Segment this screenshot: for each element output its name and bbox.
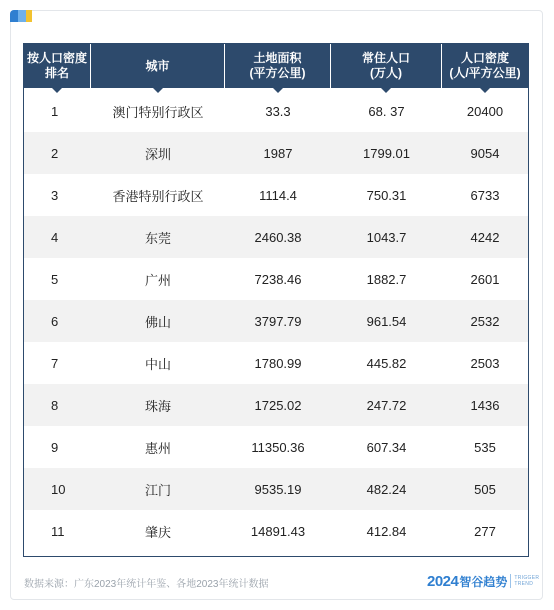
corner-logo-icon [10, 10, 32, 22]
cell-rank: 9 [51, 439, 59, 455]
cell-population: 247.72 [366, 397, 407, 413]
table-row [24, 174, 528, 216]
cell-rank: 8 [51, 397, 59, 413]
cell-density: 2601 [470, 271, 500, 287]
table-row [24, 216, 528, 258]
brand-year: 2024 [427, 572, 459, 590]
cell-city: 惠州 [144, 440, 171, 456]
cell-density: 6733 [470, 187, 500, 203]
cell-rank: 1 [51, 103, 59, 119]
cell-city: 东莞 [144, 230, 171, 246]
table-row [24, 132, 528, 174]
cell-population: 482.24 [366, 481, 407, 497]
table-row [24, 258, 528, 300]
cell-population: 1799.01 [363, 145, 410, 161]
cell-city: 佛山 [144, 314, 171, 330]
cell-land-area: 33.3 [265, 103, 291, 119]
cell-population: 750.31 [366, 187, 407, 203]
cell-land-area: 14891.43 [250, 523, 306, 539]
cell-city: 广州 [144, 272, 171, 288]
cell-city: 香港特别行政区 [112, 188, 204, 204]
cell-land-area: 1114.4 [259, 187, 297, 203]
table-row [24, 426, 528, 468]
header-city: 城市 [91, 44, 225, 88]
brand-english: TRIGGER TREND [514, 575, 540, 587]
cell-land-area: 2460.38 [254, 229, 302, 245]
cell-city: 江门 [144, 482, 171, 498]
header-rank: 按人口密度 排名 [24, 44, 91, 88]
cell-density: 535 [474, 439, 496, 455]
cell-land-area: 9535.19 [254, 481, 302, 497]
cell-rank: 7 [51, 355, 59, 371]
cell-rank: 2 [51, 145, 59, 161]
cell-rank: 3 [51, 187, 59, 203]
header-density: 人口密度 (人/平方公里) [442, 44, 528, 88]
cell-population: 1043.7 [366, 229, 407, 245]
cell-population: 445.82 [366, 355, 407, 371]
cell-density: 20400 [466, 103, 504, 119]
cell-population: 68. 37 [368, 103, 405, 119]
header-land-area: 土地面积 (平方公里) [225, 44, 331, 88]
cell-city: 深圳 [144, 146, 171, 162]
table-body [24, 90, 528, 552]
cell-density: 4242 [470, 229, 500, 245]
table-row [24, 384, 528, 426]
cell-land-area: 7238.46 [254, 271, 302, 287]
cell-density: 2532 [470, 313, 500, 329]
cell-city: 中山 [144, 356, 171, 372]
cell-rank: 11 [51, 523, 65, 539]
cell-land-area: 1987 [263, 145, 293, 161]
brand-name: 智谷趋势 [459, 574, 508, 589]
cell-city: 澳门特别行政区 [112, 104, 204, 120]
cell-population: 607.34 [366, 439, 407, 455]
brand-logo [427, 572, 539, 590]
cell-land-area: 11350.36 [251, 439, 305, 455]
cell-population: 1882.7 [366, 271, 407, 287]
cell-density: 9054 [470, 145, 500, 161]
cell-land-area: 1725.02 [254, 397, 302, 413]
table-row [24, 90, 528, 132]
data-source-note: 数据来源：广东2023年统计年鉴、各地2023年统计数据 [24, 579, 269, 590]
cell-city: 珠海 [144, 398, 171, 414]
cell-land-area: 1780.99 [254, 355, 302, 371]
table-header [24, 44, 528, 88]
cell-population: 412.84 [366, 523, 407, 539]
cell-density: 1436 [470, 397, 500, 413]
table-row [24, 300, 528, 342]
cell-city: 肇庆 [144, 524, 171, 540]
cell-density: 277 [474, 523, 496, 539]
brand-divider [510, 574, 511, 588]
cell-density: 2503 [470, 355, 500, 371]
cell-population: 961.54 [366, 313, 407, 329]
cell-density: 505 [474, 481, 496, 497]
table-row [24, 510, 528, 552]
cell-land-area: 3797.79 [254, 313, 302, 329]
cell-rank: 6 [51, 313, 59, 329]
cell-rank: 10 [51, 481, 66, 497]
cell-rank: 5 [51, 271, 59, 287]
table-row [24, 342, 528, 384]
table-row [24, 468, 528, 510]
cell-rank: 4 [51, 229, 59, 245]
population-density-table [23, 43, 529, 557]
header-population: 常住人口 (万人) [331, 44, 442, 88]
